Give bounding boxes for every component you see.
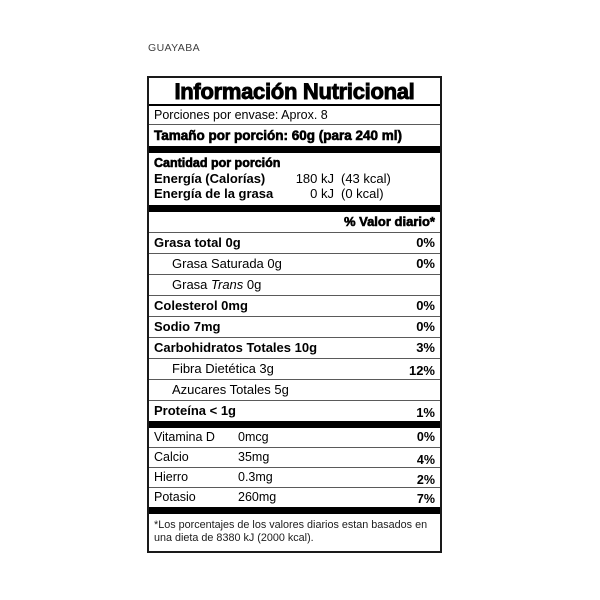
- nutrient-row-grasa-total: [149, 233, 440, 254]
- nutrient-name: Colesterol 0mg: [154, 298, 248, 313]
- nutrient-name: Sodio 7mg: [154, 319, 221, 334]
- nutrient-name: Carbohidratos Totales 10g: [154, 340, 318, 355]
- nutrient-dv: 3%: [416, 340, 435, 355]
- nutrient-dv: 0%: [416, 235, 435, 250]
- nutrient-name: Proteína < 1g: [154, 403, 236, 418]
- footnote: *Los porcentajes de los valores diarios estan basados en una dieta de 8380 kJ (2000 kcal).: [154, 519, 428, 544]
- nutrient-row-carbohidratos: [149, 338, 440, 359]
- vitamin-dv: 0%: [416, 430, 435, 444]
- nutrient-name: Azucares Totales 5g: [172, 382, 289, 397]
- servings-per-container: Porciones por envase: Aprox. 8: [149, 106, 440, 125]
- energy-kj-value: 0 kJ: [310, 186, 334, 201]
- vitamin-row-calcio: [149, 448, 440, 468]
- divider-bar: [149, 507, 440, 514]
- nutrient-dv: 12%: [408, 363, 435, 378]
- nutrient-name-italic: Trans: [211, 277, 244, 292]
- nutrient-row-colesterol: [149, 296, 440, 317]
- nutrient-name: Grasa total 0g: [154, 235, 241, 250]
- energy-kcal-value: (43 kcal): [341, 171, 391, 186]
- vitamin-row-vitamina-d: [149, 428, 440, 448]
- nutrient-row-grasa-saturada: [149, 254, 440, 275]
- energy-kcal-value: (0 kcal): [341, 186, 384, 201]
- divider-bar: [149, 421, 440, 428]
- nutrient-dv: 0%: [416, 298, 435, 313]
- energy-row-calories: [149, 171, 440, 186]
- nutrient-name: [154, 275, 261, 295]
- energy-kj-value: 180 kJ: [295, 171, 334, 186]
- nutrient-name-part: 0g: [243, 277, 262, 292]
- nutrient-row-proteina: [149, 401, 440, 421]
- vitamin-dv: 4%: [416, 453, 435, 467]
- vitamin-name: Calcio: [154, 450, 189, 464]
- divider-bar: [149, 146, 440, 153]
- nutrition-facts-panel: [147, 76, 442, 553]
- nutrient-name: Fibra Dietética 3g: [172, 361, 274, 376]
- nutrient-row-sodio: [149, 317, 440, 338]
- vitamin-dv: 2%: [416, 473, 435, 487]
- energy-row-fat: [149, 186, 440, 201]
- vitamin-name: Potasio: [154, 490, 196, 504]
- nutrient-row-grasa-trans: [149, 275, 440, 296]
- vitamin-row-hierro: [149, 468, 440, 488]
- nutrient-dv: 0%: [416, 319, 435, 334]
- vitamin-amount: 35mg: [238, 450, 270, 464]
- vitamin-name: Hierro: [154, 470, 189, 484]
- serving-size: Tamaño por porción: 60g (para 240 ml): [154, 128, 403, 143]
- vitamin-amount: 260mg: [238, 490, 277, 504]
- energy-label: Energía de la grasa: [154, 186, 274, 201]
- label-title: Información Nutricional: [174, 79, 415, 104]
- vitamin-row-potasio: [149, 488, 440, 507]
- vitamin-amount: 0mcg: [238, 430, 269, 444]
- divider-bar: [149, 205, 440, 212]
- vitamin-dv: 7%: [416, 492, 435, 506]
- nutrient-row-fibra: [149, 359, 440, 380]
- daily-value-header: % Valor diario*: [343, 214, 435, 229]
- nutrient-name: Grasa Saturada 0g: [172, 256, 282, 271]
- nutrient-row-azucares: [149, 380, 440, 401]
- product-name: GUAYABA: [148, 42, 201, 54]
- amount-per-serving-heading: Cantidad por porción: [154, 156, 281, 170]
- nutrient-dv: 0%: [416, 256, 435, 271]
- nutrient-dv: 1%: [416, 405, 435, 420]
- energy-label: Energía (Calorías): [154, 171, 266, 186]
- vitamin-name: Vitamina D: [154, 430, 215, 444]
- nutrient-name-part: Grasa: [172, 277, 212, 292]
- vitamin-amount: 0.3mg: [238, 470, 273, 484]
